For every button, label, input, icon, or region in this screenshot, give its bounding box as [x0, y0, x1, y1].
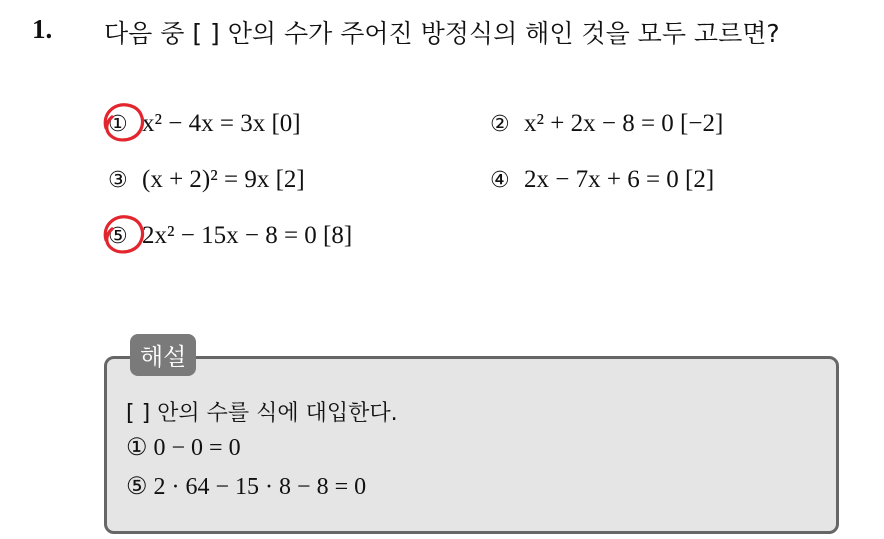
explanation-tag: 해설 [130, 334, 196, 376]
choice-expression: x² + 2x − 8 = 0 [−2] [524, 110, 724, 137]
choice-expression: x² − 4x = 3x [0] [142, 110, 301, 137]
choice-expression: (x + 2)² = 9x [2] [142, 166, 305, 193]
explanation-line-1: [ ] 안의 수를 식에 대입한다. [126, 401, 398, 426]
choice-4[interactable] [490, 166, 714, 194]
choice-expression: 2x − 7x + 6 = 0 [2] [524, 166, 715, 193]
choice-number: ⑤ [108, 224, 128, 249]
choice-1[interactable] [108, 110, 301, 138]
choice-number: ③ [108, 168, 128, 193]
explanation-line-2: ① 0 − 0 = 0 [126, 435, 241, 461]
choice-expression: 2x² − 15x − 8 = 0 [8] [142, 222, 353, 249]
choice-number: ① [108, 112, 128, 137]
choice-number: ② [490, 112, 510, 137]
choice-2[interactable] [490, 110, 723, 138]
choice-number: ④ [490, 168, 510, 193]
choice-5[interactable] [108, 222, 352, 250]
question-text: 다음 중 [ ] 안의 수가 주어진 방정식의 해인 것을 모두 고르면? [104, 19, 780, 48]
question-number: 1. [32, 14, 53, 44]
explanation-line-3: ⑤ 2 · 64 − 15 · 8 − 8 = 0 [126, 474, 367, 500]
choice-3[interactable] [108, 166, 305, 194]
